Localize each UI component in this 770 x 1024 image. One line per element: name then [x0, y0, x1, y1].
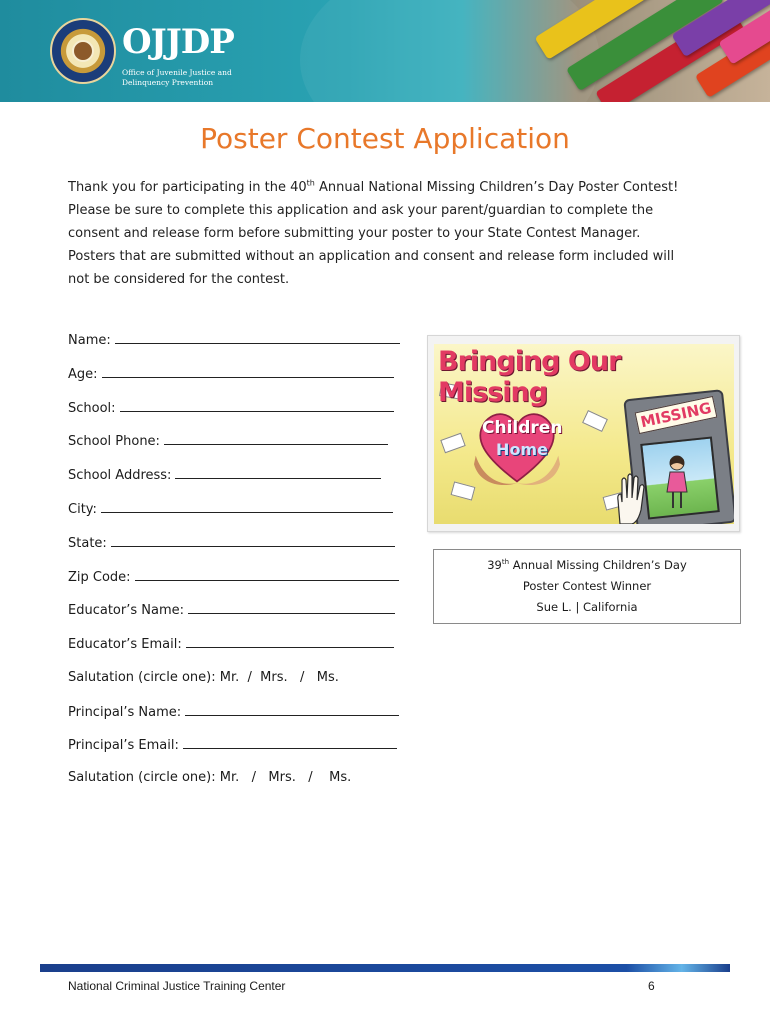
field-label: Zip Code: [68, 570, 131, 585]
field-label: Educator’s Name: [68, 603, 184, 618]
city-input-line[interactable] [101, 501, 393, 513]
educator-name-field[interactable] [68, 602, 395, 618]
crayons-image [520, 0, 770, 102]
age-input-line[interactable] [102, 366, 394, 378]
field-label: Name: [68, 333, 111, 348]
hand-icon [612, 472, 652, 524]
field-label: Salutation (circle one): [68, 670, 216, 685]
city-field[interactable] [68, 501, 393, 517]
field-label: Salutation (circle one): [68, 770, 216, 785]
field-label: City: [68, 502, 97, 517]
state-input-line[interactable] [111, 535, 395, 547]
principal-name-field[interactable] [68, 704, 399, 720]
winning-poster-image [427, 335, 740, 532]
field-label: Age: [68, 367, 98, 382]
salutation-options[interactable]: Mr. / Mrs. / Ms. [215, 770, 352, 785]
educator-name-input-line[interactable] [188, 602, 395, 614]
intro-text-1: Thank you for participating in the 40 [68, 180, 307, 195]
salutation-educator-field[interactable] [68, 670, 339, 685]
principal-email-field[interactable] [68, 737, 397, 753]
field-label: School Phone: [68, 434, 160, 449]
caption-line3: Sue L. | California [536, 600, 638, 614]
child-figure-icon [664, 454, 690, 510]
poster-heart-line1: Children [482, 418, 563, 438]
poster-artwork [434, 344, 734, 524]
caption-line1 [434, 555, 740, 576]
poster-headline: Bringing Our Missing [438, 346, 621, 408]
doj-seal-icon [50, 18, 116, 84]
school-address-input-line[interactable] [175, 467, 381, 479]
intro-paragraph [68, 176, 683, 291]
school-field[interactable] [68, 400, 394, 416]
caption-ordinal: 39 [487, 558, 502, 572]
footer-bar [40, 964, 730, 972]
name-input-line[interactable] [115, 332, 400, 344]
footer-organization: National Criminal Justice Training Center [68, 979, 286, 993]
school-phone-input-line[interactable] [164, 433, 388, 445]
poster-heart-line2: Home [496, 440, 548, 459]
ojjdp-logo-subtitle: Office of Juvenile Justice and Delinquency Prevention [122, 68, 232, 87]
school-phone-field[interactable] [68, 433, 388, 449]
field-label: School Address: [68, 468, 172, 483]
principal-name-input-line[interactable] [185, 704, 399, 716]
zip-code-field[interactable] [68, 569, 399, 585]
salutation-options[interactable]: Mr. / Mrs. / Ms. [215, 670, 339, 685]
field-label: Principal’s Email: [68, 738, 179, 753]
field-label: Educator’s Email: [68, 637, 182, 652]
school-address-field[interactable] [68, 467, 381, 483]
zip-code-input-line[interactable] [135, 569, 399, 581]
header-banner [0, 0, 770, 102]
page-number: 6 [648, 979, 655, 993]
field-label: State: [68, 536, 107, 551]
educator-email-field[interactable] [68, 636, 394, 652]
state-field[interactable] [68, 535, 395, 551]
caption-event: Annual Missing Children’s Day [509, 558, 687, 572]
salutation-principal-field[interactable] [68, 770, 351, 785]
name-field[interactable] [68, 332, 400, 348]
school-input-line[interactable] [120, 400, 394, 412]
field-label: School: [68, 401, 116, 416]
field-label: Principal’s Name: [68, 705, 182, 720]
caption-line2: Poster Contest Winner [522, 579, 652, 593]
caption-sup: th [501, 558, 510, 567]
principal-email-input-line[interactable] [183, 737, 397, 749]
age-field[interactable] [68, 366, 394, 382]
ojjdp-logo: OJJDP [122, 22, 234, 62]
intro-text-2: Annual National Missing Children’s Day Poster Contest! Please be sure to complete this application and ask your parent/guardian to complete the consent and release form before submitting your poster to your State Contest Manager. Posters that are submitted without an application and consent and release form included will not be considered for the contest. [68, 180, 679, 287]
educator-email-input-line[interactable] [186, 636, 394, 648]
poster-caption [433, 549, 741, 624]
page-title: Poster Contest Application [200, 122, 570, 155]
poster-missing-sign: MISSING [635, 396, 718, 434]
intro-sup: th [306, 178, 315, 188]
